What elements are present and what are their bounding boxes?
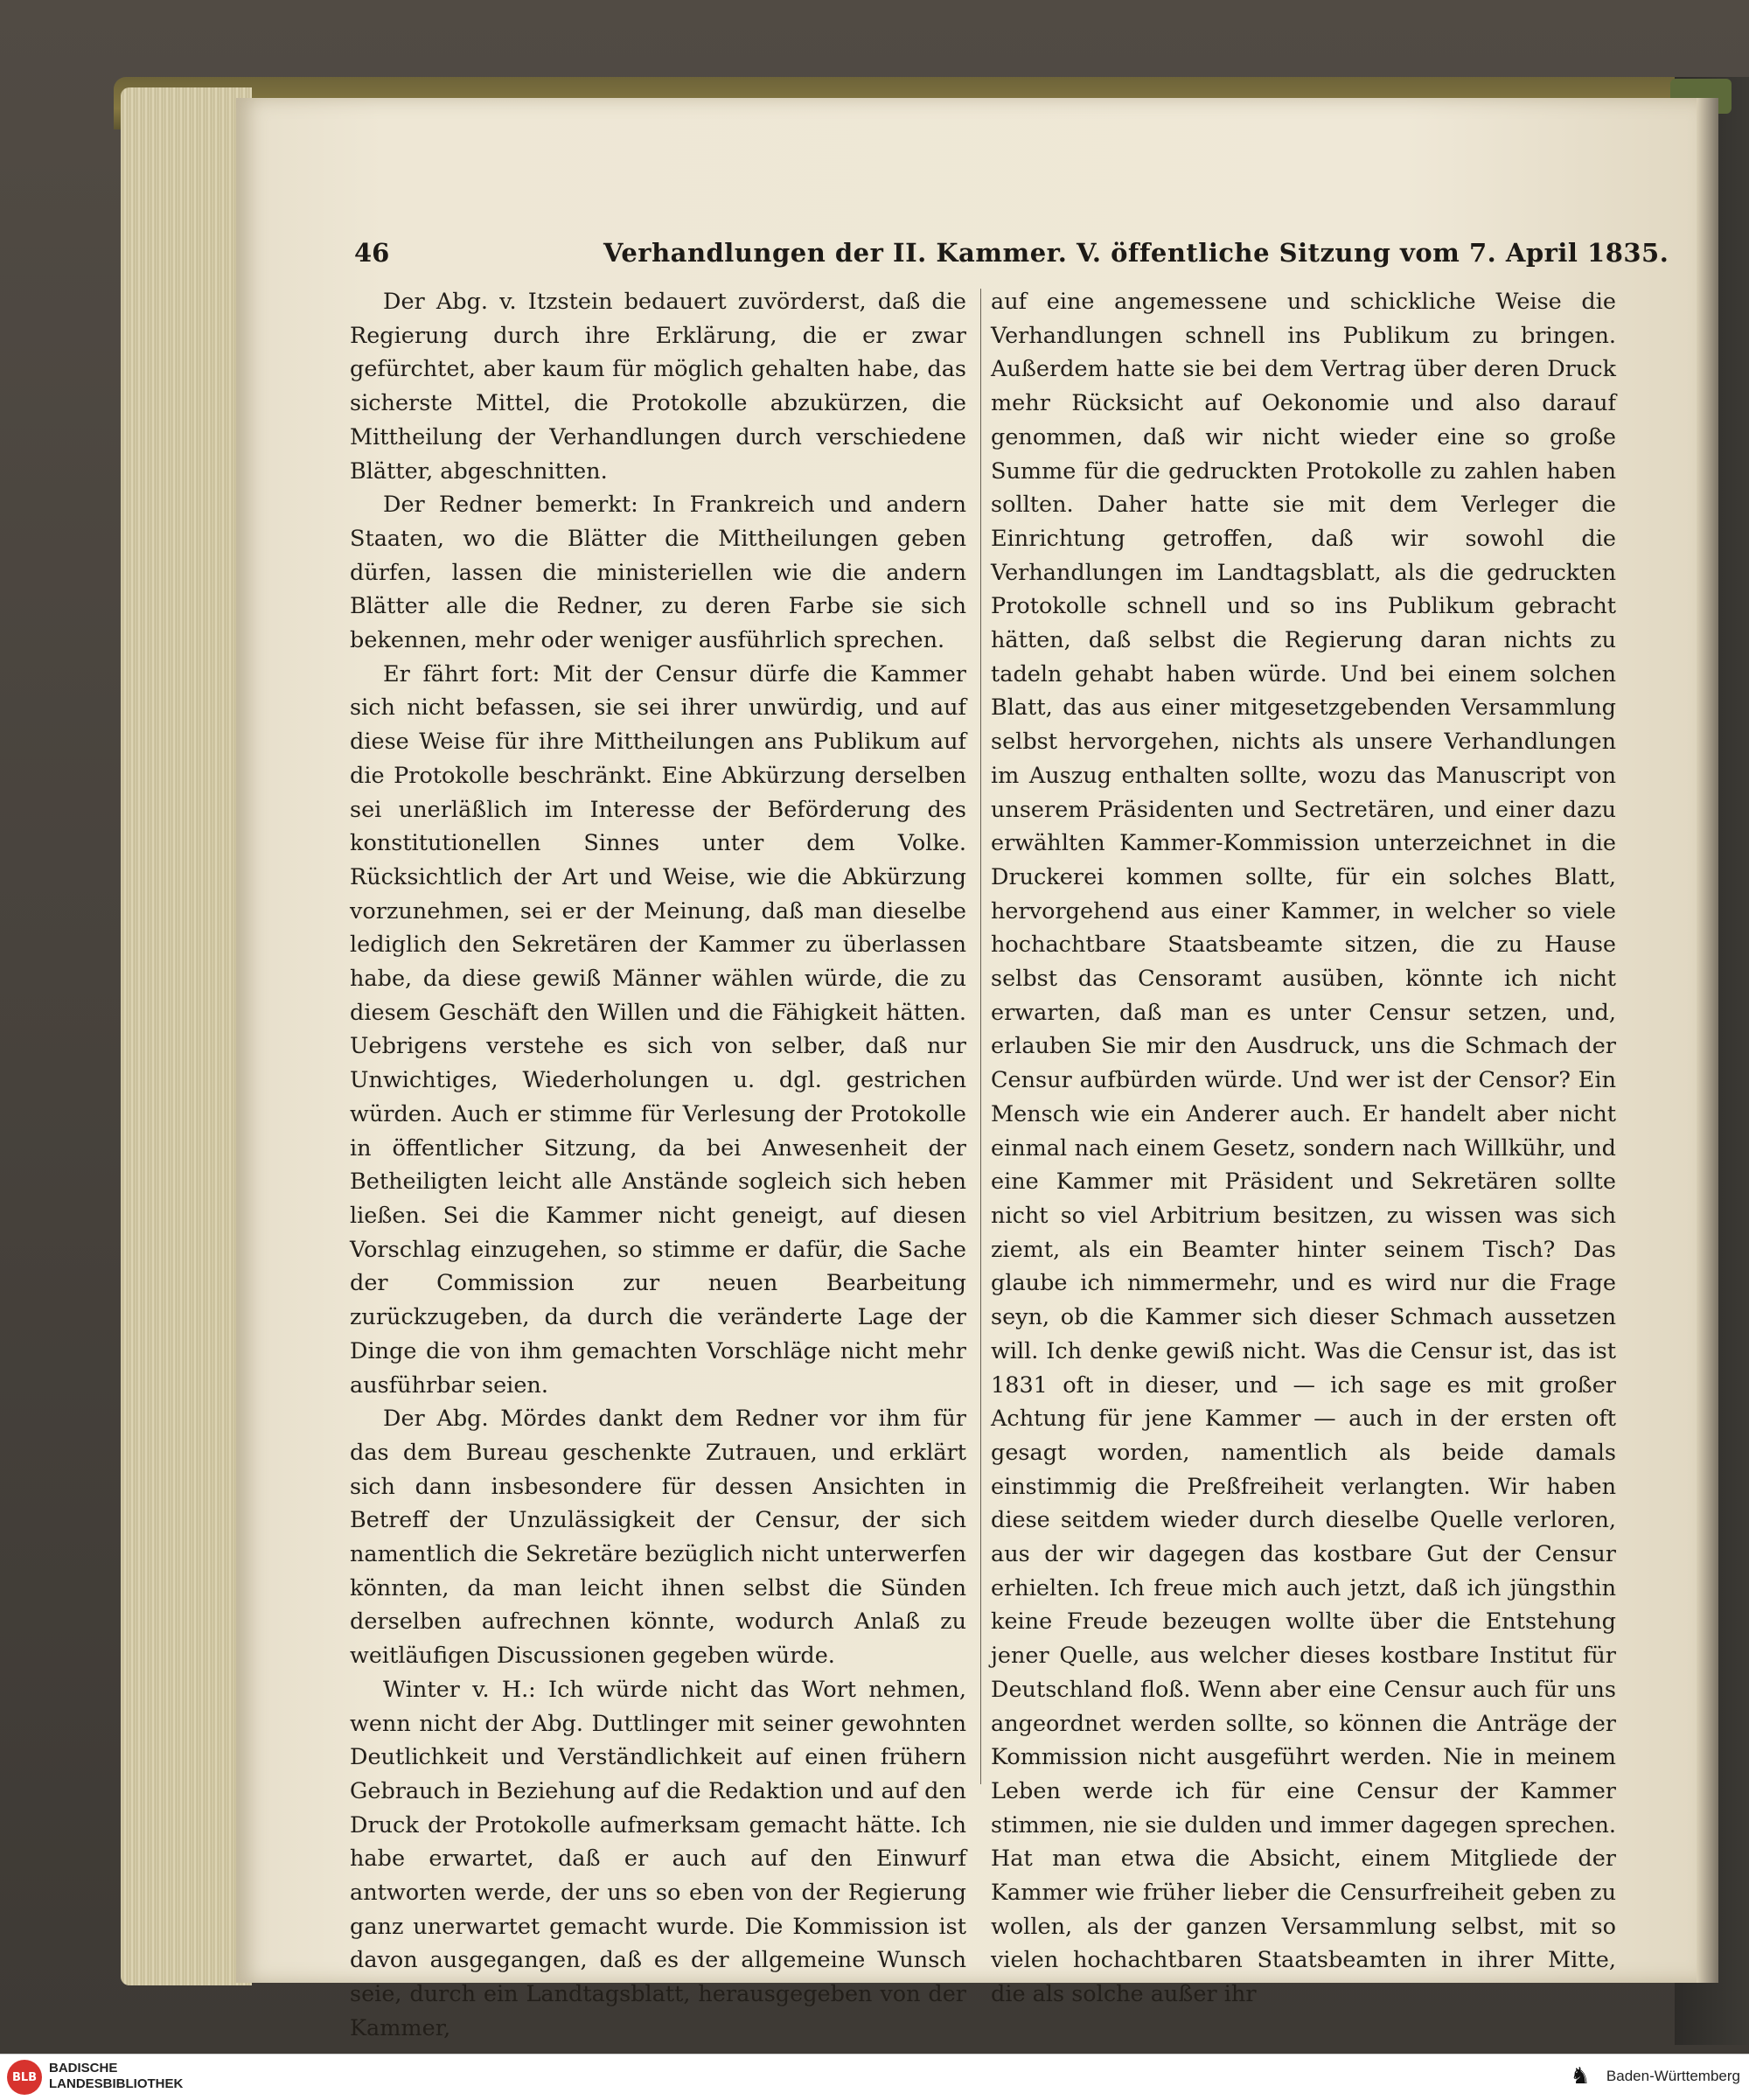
right-column [991, 285, 1616, 2012]
state-brand[interactable]: Baden-Württemberg [1606, 2068, 1740, 2084]
book-gutter [1697, 98, 1718, 1983]
institution-line-1: BADISCHE [49, 2061, 118, 2076]
paragraph: Der Abg. v. Itzstein bedauert zuvörderst, daß die Regierung durch ihre Erklärung, die er zwar gefürchtet, aber kaum für möglich gehalten habe, das sicherste Mittel, die Protokolle abzukürzen, die Mittheilung der Verhandlungen durch verschiedene Blätter, abgeschnitten. [350, 289, 966, 485]
lions-crest-icon[interactable]: ♞ [1570, 2063, 1591, 2090]
paragraph: Der Redner bemerkt: In Frankreich und andern Staaten, wo die Blätter die Mittheilungen geben dürfen, lassen die ministeriellen wie die andern Blätter alle die Redner, zu deren Farbe sie sich bekennen, mehr oder weniger ausführlich sprechen. [350, 492, 966, 654]
running-head: Verhandlungen der II. Kammer. V. öffentliche Sitzung vom 7. April 1835. [603, 238, 1669, 268]
page-number: 46 [354, 238, 390, 268]
blb-logo-icon[interactable]: BLB [7, 2060, 42, 2095]
institution-line-2: LANDESBIBLIOTHEK [49, 2076, 184, 2091]
paragraph: auf eine angemessene und schickliche Weise die Verhandlungen schnell ins Publikum zu bringen. Außerdem hatte sie bei dem Vertrag über deren Druck mehr Rücksicht auf Oekonomie und also darauf genommen, daß wir nicht wieder eine so große Summe für die gedruckten Protokolle zu zahlen haben sollten. Daher hatte sie mit dem Verleger die Einrichtung getroffen, daß wir sowohl die Verhandlungen im Landtagsblatt, als die gedruckten Protokolle schnell und so ins Publikum gebracht hätten, daß selbst die Regierung daran nichts zu tadeln gehabt haben würde. Und bei einem solchen Blatt, das aus einer mitgesetzgebenden Versammlung selbst hervorgehen, nichts als unsere Verhandlungen im Auszug enthalten sollte, wozu das Manuscript von unserem Präsidenten und Sectretären, und einer dazu erwählten Kammer-Kommission unterzeichnet in die Druckerei kommen sollte, für ein solches Blatt, hervorgehend aus einer Kammer, in welcher so viele hochachtbare Staatsbeamte sitzen, die zu Hause selbst das Censoramt ausüben, könnte ich nicht erwarten, daß man es unter Censur setzen, und, erlauben Sie mir den Ausdruck, uns die Schmach der Censur aufbürden würde. Und wer ist der Censor? Ein Mensch wie ein Anderer auch. Er handelt aber nicht einmal nach einem Gesetz, sondern nach Willkühr, und eine Kammer mit Präsident und Sekretären sollte nicht so viel Arbitrium besitzen, zu wissen was sich ziemt, als ein Beamter hinter seinem Tisch? Das glaube ich nimmermehr, und es wird nur die Frage seyn, ob die Kammer sich dieser Schmach aussetzen will. Ich denke gewiß nicht. Was die Censur ist, das ist 1831 oft in dieser, und — ich sage es mit großer Achtung für jene Kammer — auch in der ersten oft gesagt worden, namentlich als beide damals einstimmig die Preßfreiheit verlangten. Wir haben diese seitdem wieder durch dieselbe Quelle verloren, aus der wir dagegen das kostbare Gut der Censur erhielten. Ich freue mich auch jetzt, daß ich jüngsthin keine Freude bezeugen wollte über die Entstehung jener Quelle, aus welcher dieses kostbare Institut für Deutschland floß. Wenn aber eine Censur auch für uns angeordnet werden sollte, so können die Anträge der Kommission nicht ausgeführt werden. Nie in meinem Leben werde ich für eine Censur der Kammer stimmen, nie sie dulden und immer dagegen sprechen. Hat man etwa die Absicht, einem Mitgliede der Kammer wie früher lieber die Censurfreiheit geben zu wollen, als der ganzen Versammlung selbst, mit so vielen hochachtbaren Staatsbeamten in ihrer Mitte, die als solche außer ihr [991, 289, 1616, 2008]
left-column [350, 285, 966, 2046]
paragraph: Winter v. H.: Ich würde nicht das Wort nehmen, wenn nicht der Abg. Duttlinger mit seiner gewohnten Deutlichkeit und Verständlichkeit auf einen frühern Gebrauch in Beziehung auf die Redaktion und auf den Druck der Protokolle aufmerksam gemacht hätte. Ich habe erwartet, daß er auch auf den Einwurf antworten werde, der uns so eben von der Regierung ganz unerwartet gemacht wurde. Die Kommission ist davon ausgegangen, daß es der allgemeine Wunsch seie, durch ein Landtagsblatt, herausgegeben von der Kammer, [350, 1676, 966, 2041]
column-divider [980, 289, 981, 1784]
paragraph: Der Abg. Mördes dankt dem Redner vor ihm für das dem Bureau geschenkte Zutrauen, und erklärt sich dann insbesondere für dessen Ansichten in Betreff der Unzulässigkeit der Censur, der sich namentlich die Sekretäre bezüglich nicht unterwerfen könnten, da man leicht ihnen selbst die Sünden derselben aufrechnen könnte, wodurch Anlaß zu weitläufigen Discussionen gegeben würde. [350, 1406, 966, 1670]
institution-name[interactable] [49, 2061, 183, 2092]
page-edges [121, 87, 252, 1985]
paragraph: Er fährt fort: Mit der Censur dürfe die Kammer sich nicht befassen, sie sei ihrer unwürdig, und auf diese Weise für ihre Mittheilungen ans Publikum auf die Protokolle beschränkt. Eine Abkürzung derselben sei unerläßlich im Interesse der Beförderung des konstitutionellen Sinnes unter dem Volke. Rücksichtlich der Art und Weise, wie die Abkürzung vorzunehmen, sei er der Meinung, daß man dieselbe lediglich den Sekretären der Kammer zu überlassen habe, da diese gewiß Männer wählen würde, die zu diesem Geschäft den Willen und die Fähigkeit hätten. Uebrigens verstehe es sich von selber, daß nur Unwichtiges, Wiederholungen u. dgl. gestrichen würden. Auch er stimme für Verlesung der Protokolle in öffentlicher Sitzung, da bei Anwesenheit der Betheiligten leicht alle Anstände sogleich sich heben ließen. Sei die Kammer nicht geneigt, auf diesen Vorschlag einzugehen, so stimme er dafür, die Sache der Commission zur neuen Bearbeitung zurückzugeben, da durch die veränderte Lage der Dinge die von ihm gemachten Vorschläge nicht mehr ausführbar seien. [350, 660, 966, 1399]
viewer-footer [0, 2054, 1749, 2100]
page-header [354, 236, 1669, 275]
